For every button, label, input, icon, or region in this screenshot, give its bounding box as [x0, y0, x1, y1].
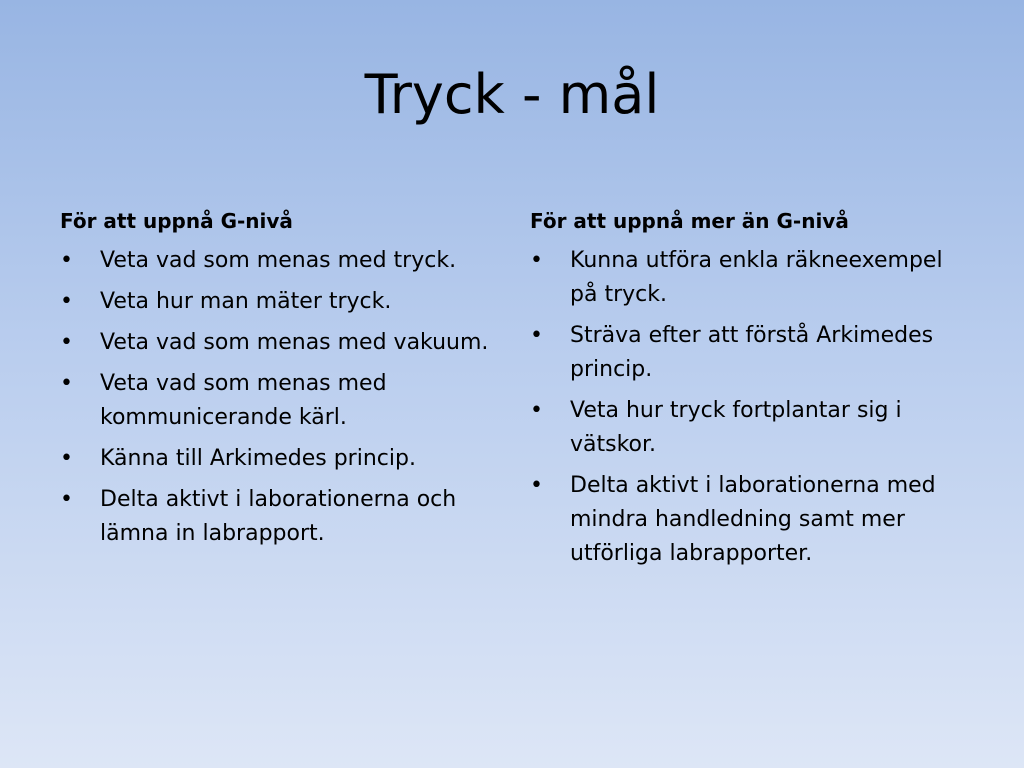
right-bullet-list	[530, 244, 970, 571]
list-item	[60, 367, 500, 435]
bullet-icon: •	[60, 487, 73, 512]
bullet-icon: •	[60, 248, 73, 273]
bullet-icon: •	[60, 289, 73, 314]
list-item-text: Veta vad som menas med tryck.	[100, 248, 457, 273]
list-item	[530, 244, 970, 312]
list-item-text: Veta vad som menas med vakuum.	[100, 330, 489, 355]
list-item	[60, 285, 500, 319]
bullet-icon: •	[60, 371, 73, 396]
list-item	[60, 442, 500, 476]
list-item-text: Delta aktivt i laborationerna med mindra handledning samt mer utförliga labrapporter.	[570, 473, 936, 566]
list-item	[60, 483, 500, 551]
list-item	[530, 319, 970, 387]
list-item-text: Veta vad som menas med kommunicerande kärl.	[100, 371, 387, 430]
bullet-icon: •	[530, 323, 543, 348]
list-item	[60, 244, 500, 278]
list-item	[530, 469, 970, 571]
right-column-header: För att uppnå mer än G-nivå	[530, 209, 849, 233]
bullet-icon: •	[60, 330, 73, 355]
list-item-text: Kunna utföra enkla räkneexempel på tryck.	[570, 248, 943, 307]
left-column	[60, 204, 500, 558]
left-bullet-list	[60, 244, 500, 551]
list-item	[530, 394, 970, 462]
slide-title: Tryck - mål	[364, 63, 660, 126]
list-item-text: Känna till Arkimedes princip.	[100, 446, 416, 471]
right-column	[530, 204, 970, 578]
bullet-icon: •	[530, 473, 543, 498]
bullet-icon: •	[60, 446, 73, 471]
bullet-icon: •	[530, 398, 543, 423]
left-column-header: För att uppnå G-nivå	[60, 209, 293, 233]
list-item-text: Delta aktivt i laborationerna och lämna in labrapport.	[100, 487, 457, 546]
list-item-text: Veta hur tryck fortplantar sig i vätskor.	[570, 398, 902, 457]
list-item-text: Veta hur man mäter tryck.	[100, 289, 392, 314]
bullet-icon: •	[530, 248, 543, 273]
list-item	[60, 326, 500, 360]
list-item-text: Sträva efter att förstå Arkimedes princip.	[570, 323, 934, 382]
